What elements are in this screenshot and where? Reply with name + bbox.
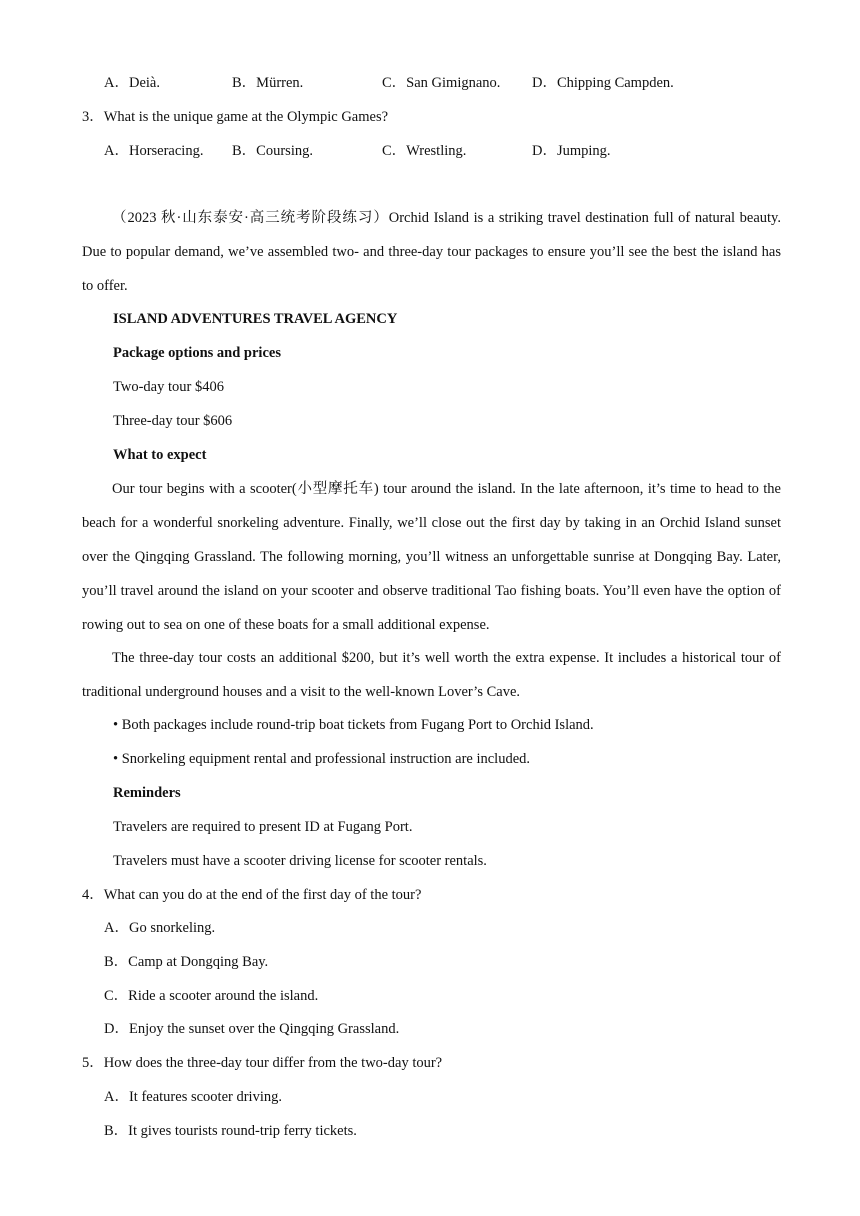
agency-heading: ISLAND ADVENTURES TRAVEL AGENCY — [113, 311, 398, 327]
q2-option-d: D．Chipping Campden. — [532, 75, 674, 91]
q3-option-a: A．Horseracing. — [104, 143, 204, 159]
q4-option-c: C．Ride a scooter around the island. — [104, 988, 319, 1004]
packages-heading: Package options and prices — [113, 345, 281, 361]
package-two-day: Two-day tour $406 — [113, 379, 224, 395]
q5-option-a: A．It features scooter driving. — [104, 1089, 282, 1105]
q3-option-b: B．Coursing. — [232, 143, 313, 159]
expect-paragraph-1: Our tour begins with a scooter(小型摩托车) tour around the island. In the late afternoon, it’s time to head to the beach for a wonderful snorkeling adventure. Finally, we’ll close out the first day by taking in an Orchid Island sunset over the Qingqing Grassland. The following morning, you’ll witness an unforgettable sunrise at Dongqing Bay. Later, you’ll travel around the island on your scooter and observe traditional Tao fishing boats. You’ll even have the option of rowing out to sea on one of these boats for a small additional expense. — [82, 481, 781, 633]
reminder-license: Travelers must have a scooter driving license for scooter rentals. — [113, 853, 487, 869]
reminder-id: Travelers are required to present ID at Fugang Port. — [113, 819, 413, 835]
q4-option-b: B．Camp at Dongqing Bay. — [104, 954, 269, 970]
expect-heading: What to expect — [113, 447, 207, 463]
q3-option-d: D．Jumping. — [532, 143, 611, 159]
question-5-stem: 5．How does the three-day tour differ from the two-day tour? — [82, 1055, 443, 1071]
package-three-day: Three-day tour $606 — [113, 413, 233, 429]
bullet-snorkeling: • Snorkeling equipment rental and professional instruction are included. — [113, 751, 531, 767]
q2-option-c: C．San Gimignano. — [382, 75, 501, 91]
q2-option-b: B．Mürren. — [232, 75, 304, 91]
reminders-heading: Reminders — [113, 785, 181, 801]
expect-paragraph-2: The three-day tour costs an additional $200, but it’s well worth the extra expense. It includes a historical tour of traditional underground houses and a visit to the well-known Lover’s Cave. — [82, 650, 781, 700]
q4-option-d: D．Enjoy the sunset over the Qingqing Grassland. — [104, 1021, 400, 1037]
passage-intro: （2023 秋·山东泰安·高三统考阶段练习）Orchid Island is a striking travel destination full of natural beauty. Due to popular demand, we’ve assembled two- and three-day tour packages to ensure you’ll see the best the island has to offer. — [82, 210, 781, 294]
question-3-stem: 3．What is the unique game at the Olympic Games? — [82, 109, 389, 125]
bullet-round-trip: • Both packages include round-trip boat tickets from Fugang Port to Orchid Island. — [113, 717, 594, 733]
q5-option-b: B．It gives tourists round-trip ferry tickets. — [104, 1123, 357, 1139]
q4-option-a: A．Go snorkeling. — [104, 920, 216, 936]
q3-option-c: C．Wrestling. — [382, 143, 467, 159]
q2-option-a: A．Deià. — [104, 75, 160, 91]
question-4-stem: 4．What can you do at the end of the first day of the tour? — [82, 887, 422, 903]
